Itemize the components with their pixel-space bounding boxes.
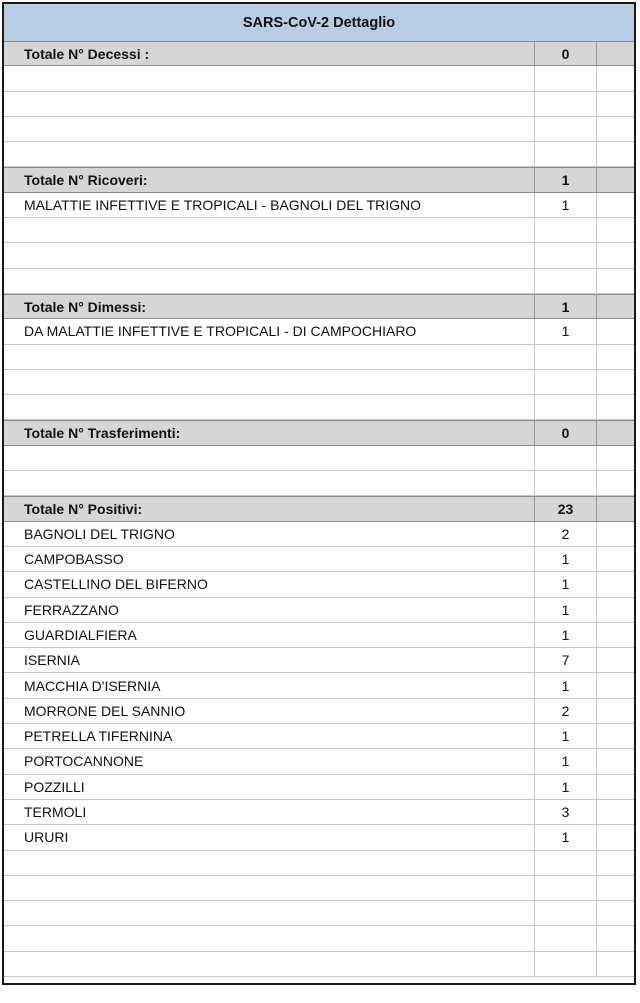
- row-value: [534, 92, 597, 116]
- row-value: 2: [534, 522, 597, 546]
- row-value: [534, 952, 597, 976]
- row-extra-cell: [597, 800, 634, 824]
- empty-row: [4, 243, 634, 268]
- row-value: [534, 269, 597, 293]
- row-label: PORTOCANNONE: [24, 753, 144, 770]
- empty-row: [4, 952, 634, 977]
- row-label: MACCHIA D'ISERNIA: [24, 677, 161, 694]
- empty-row: [4, 218, 634, 243]
- row-label: [4, 370, 534, 394]
- table-row: [4, 800, 634, 825]
- section-total-value: 23: [534, 497, 597, 520]
- row-value: 1: [534, 572, 597, 596]
- section-total-row: [4, 294, 634, 319]
- row-extra-cell: [597, 117, 634, 141]
- row-label: [4, 345, 534, 369]
- row-value: 1: [534, 598, 597, 622]
- row-label: MORRONE DEL SANNIO: [24, 702, 186, 719]
- row-label: DA MALATTIE INFETTIVE E TROPICALI - DI CAMPOCHIARO: [24, 323, 417, 340]
- table-row: [4, 623, 634, 648]
- table-row: [4, 193, 634, 218]
- row-value: [534, 876, 597, 900]
- row-label: [4, 218, 534, 242]
- empty-row: [4, 269, 634, 294]
- row-label: [4, 952, 534, 976]
- row-extra-cell: [597, 775, 634, 799]
- row-extra-cell: [597, 218, 634, 242]
- row-extra-cell: [597, 623, 634, 647]
- row-label: POZZILLI: [24, 778, 85, 795]
- row-extra-cell: [597, 724, 634, 748]
- table-title-text: SARS-CoV-2 Dettaglio: [242, 14, 396, 31]
- row-label: [4, 471, 534, 495]
- row-value: 3: [534, 800, 597, 824]
- row-label: [4, 395, 534, 419]
- section-total-row: [4, 420, 634, 445]
- row-extra-cell: [597, 345, 634, 369]
- row-extra-cell: [597, 66, 634, 90]
- row-extra-cell: [597, 446, 634, 470]
- row-value: [534, 395, 597, 419]
- empty-row: [4, 471, 634, 496]
- empty-row: [4, 370, 634, 395]
- section-total-value: 0: [534, 421, 597, 444]
- row-label: [4, 142, 534, 166]
- row-label: [4, 851, 534, 875]
- row-extra-cell: [597, 749, 634, 773]
- table-row: [4, 572, 634, 597]
- table-row: [4, 319, 634, 344]
- row-extra-cell: [597, 319, 634, 343]
- row-extra-cell: [597, 825, 634, 849]
- row-value: 1: [534, 673, 597, 697]
- section-total-label: Totale N° Decessi :: [24, 45, 150, 62]
- row-extra-cell: [597, 901, 634, 925]
- empty-row: [4, 66, 634, 91]
- row-value: [534, 243, 597, 267]
- empty-row: [4, 142, 634, 167]
- row-value: [534, 901, 597, 925]
- section-total-value: 1: [534, 168, 597, 191]
- row-value: 1: [534, 724, 597, 748]
- empty-row: [4, 92, 634, 117]
- row-value: [534, 218, 597, 242]
- row-label: MALATTIE INFETTIVE E TROPICALI - BAGNOLI DEL TRIGNO: [24, 196, 421, 213]
- row-label: [4, 117, 534, 141]
- row-extra-cell: [597, 370, 634, 394]
- row-value: [534, 370, 597, 394]
- empty-row: [4, 901, 634, 926]
- row-label: ISERNIA: [24, 652, 81, 669]
- row-label: CAMPOBASSO: [24, 551, 124, 568]
- row-label: TERMOLI: [24, 804, 87, 821]
- row-label: [4, 66, 534, 90]
- table-row: [4, 648, 634, 673]
- section-total-label: Totale N° Ricoveri:: [24, 172, 148, 189]
- row-label: FERRAZZANO: [24, 601, 119, 618]
- row-value: 1: [534, 193, 597, 217]
- row-label: CASTELLINO DEL BIFERNO: [24, 576, 208, 593]
- table-row: [4, 775, 634, 800]
- row-extra-cell: [597, 851, 634, 875]
- row-label: [4, 876, 534, 900]
- section-total-row: [4, 167, 634, 192]
- row-label: [4, 92, 534, 116]
- row-extra-cell: [597, 952, 634, 976]
- row-value: [534, 471, 597, 495]
- row-label: BAGNOLI DEL TRIGNO: [24, 525, 175, 542]
- row-label: URURI: [24, 829, 69, 846]
- table-body: [4, 41, 634, 977]
- row-value: 1: [534, 547, 597, 571]
- row-value: 2: [534, 699, 597, 723]
- row-label: PETRELLA TIFERNINA: [24, 728, 173, 745]
- table-row: [4, 522, 634, 547]
- row-extra-cell: [597, 142, 634, 166]
- row-label: [4, 446, 534, 470]
- row-extra-cell: [597, 193, 634, 217]
- row-value: [534, 66, 597, 90]
- empty-row: [4, 117, 634, 142]
- detail-table: [2, 2, 636, 985]
- row-extra-cell: [597, 421, 634, 444]
- row-extra-cell: [597, 42, 634, 65]
- table-row: [4, 724, 634, 749]
- table-row: [4, 825, 634, 850]
- empty-row: [4, 876, 634, 901]
- row-extra-cell: [597, 673, 634, 697]
- section-total-label: Totale N° Dimessi:: [24, 298, 147, 315]
- row-extra-cell: [597, 926, 634, 950]
- row-label: [4, 269, 534, 293]
- row-extra-cell: [597, 497, 634, 520]
- row-extra-cell: [597, 522, 634, 546]
- row-extra-cell: [597, 295, 634, 318]
- row-value: 1: [534, 825, 597, 849]
- row-extra-cell: [597, 876, 634, 900]
- table-row: [4, 749, 634, 774]
- row-value: [534, 345, 597, 369]
- empty-row: [4, 926, 634, 951]
- row-extra-cell: [597, 269, 634, 293]
- row-label: [4, 901, 534, 925]
- empty-row: [4, 851, 634, 876]
- row-extra-cell: [597, 395, 634, 419]
- empty-row: [4, 395, 634, 420]
- section-total-row: [4, 41, 634, 66]
- row-label: GUARDIALFIERA: [24, 626, 137, 643]
- row-extra-cell: [597, 92, 634, 116]
- row-extra-cell: [597, 168, 634, 191]
- section-total-row: [4, 496, 634, 521]
- empty-row: [4, 446, 634, 471]
- row-value: [534, 117, 597, 141]
- row-value: 1: [534, 775, 597, 799]
- row-extra-cell: [597, 471, 634, 495]
- section-total-value: 0: [534, 42, 597, 65]
- table-row: [4, 598, 634, 623]
- section-total-value: 1: [534, 295, 597, 318]
- section-total-label: Totale N° Positivi:: [24, 500, 143, 517]
- section-total-label: Totale N° Trasferimenti:: [24, 425, 181, 442]
- row-label: [4, 926, 534, 950]
- row-extra-cell: [597, 547, 634, 571]
- row-value: [534, 446, 597, 470]
- row-value: [534, 926, 597, 950]
- row-label: [4, 243, 534, 267]
- row-extra-cell: [597, 572, 634, 596]
- row-extra-cell: [597, 598, 634, 622]
- row-extra-cell: [597, 243, 634, 267]
- row-value: 1: [534, 623, 597, 647]
- table-title: [4, 4, 634, 42]
- row-value: [534, 851, 597, 875]
- table-row: [4, 547, 634, 572]
- row-value: 1: [534, 319, 597, 343]
- row-value: 7: [534, 648, 597, 672]
- empty-row: [4, 345, 634, 370]
- row-value: 1: [534, 749, 597, 773]
- table-row: [4, 699, 634, 724]
- row-extra-cell: [597, 699, 634, 723]
- table-row: [4, 673, 634, 698]
- row-value: [534, 142, 597, 166]
- row-extra-cell: [597, 648, 634, 672]
